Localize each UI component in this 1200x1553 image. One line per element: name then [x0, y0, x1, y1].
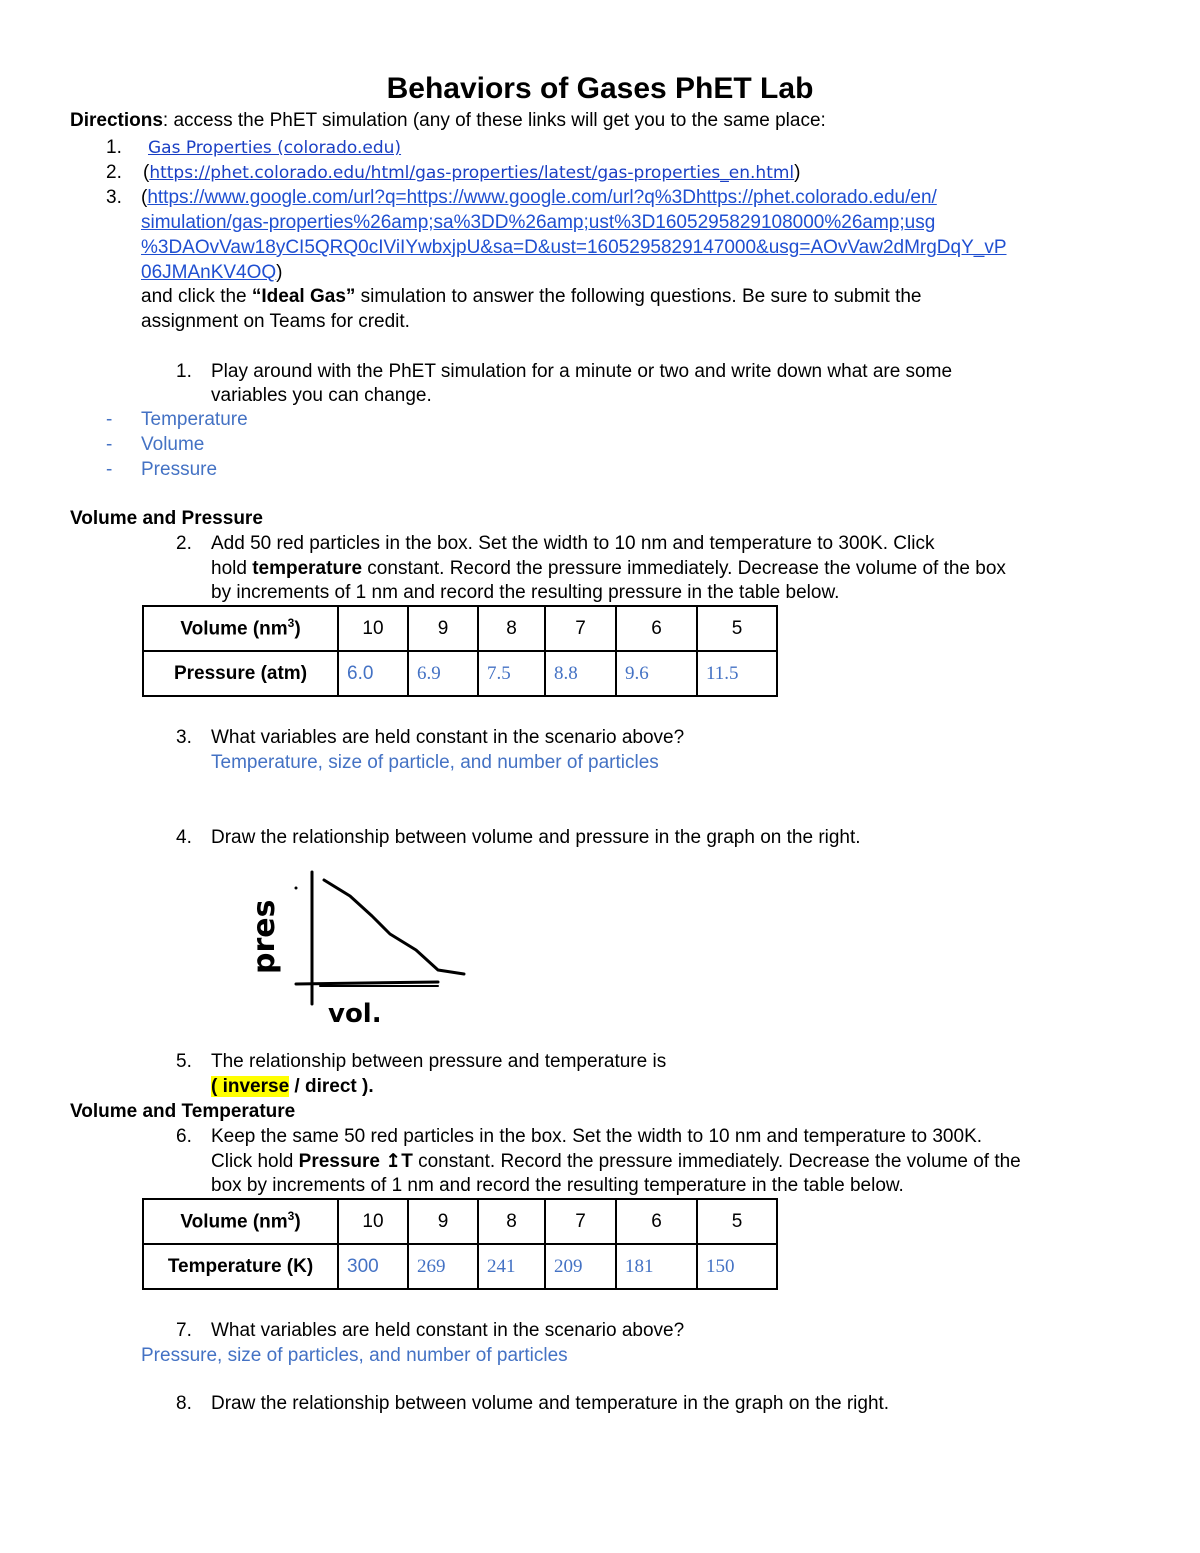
google-redirect-link-line-3[interactable]: %3DAOvVaw18yCI5QRQ0cIViIYwbxjpU&sa=D&ust=1605295829147000&usg=AOvVaw2dMrgDqY_vP [141, 237, 1007, 258]
directions-label: Directions [70, 110, 163, 131]
temperature-cell: 209 [545, 1244, 616, 1289]
answer-temperature: Temperature [141, 409, 248, 430]
link-number: 2. [106, 162, 122, 183]
section-heading-volume-temperature: Volume and Temperature [70, 1101, 296, 1122]
volume-cell: 9 [408, 1199, 478, 1244]
pressure-cell: 9.6 [616, 651, 697, 696]
google-redirect-link-line-1[interactable]: https://www.google.com/url?q=https://www.google.com/url?q%3Dhttps://phet.colorado.edu/en/ [147, 187, 937, 208]
question-number: 1. [176, 361, 192, 382]
question-7-answer: Pressure, size of particles, and number of particles [141, 1345, 568, 1366]
sketch-x-label: vol. [328, 999, 382, 1029]
table-header-cell: Volume $(nm^3)$ [143, 606, 338, 651]
temperature-cell: 300 [338, 1244, 408, 1289]
question-6-line-3: box by increments of 1 nm and record the resulting temperature in the table below. [211, 1175, 904, 1196]
volume-cell: 5 [697, 606, 777, 651]
volume-cell: 9 [408, 606, 478, 651]
table-row [143, 606, 777, 651]
table-header-cell: Volume $(nm^3)$ [143, 1199, 338, 1244]
temperature-cell: 269 [408, 1244, 478, 1289]
volume-cell: 10 [338, 606, 408, 651]
question-number: 4. [176, 827, 192, 848]
sketch-x-axis [296, 982, 438, 984]
directions-line [70, 110, 826, 132]
answer-item: - [106, 409, 113, 430]
question-number: 8. [176, 1393, 192, 1414]
google-redirect-link-line-2[interactable]: simulation/gas-properties%26amp;sa%3DD%26amp;ust%3D1605295829108000%26amp;usg [141, 212, 936, 233]
link-item-3 [106, 187, 122, 209]
gas-properties-link[interactable]: Gas Properties (colorado.edu) [148, 138, 402, 158]
answer-item: - [106, 434, 113, 455]
question-1-line-2: variables you can change. [211, 385, 432, 406]
google-redirect-link-line-4[interactable]: 06JMAnKV4OQ [141, 262, 277, 283]
question-2-line-3: by increments of 1 nm and record the resulting pressure in the table below. [211, 582, 840, 603]
volume-pressure-sketch [220, 862, 480, 1032]
volume-cell: 7 [545, 1199, 616, 1244]
question-number: 6. [176, 1126, 192, 1147]
question-3-answer: Temperature, size of particle, and number of particles [211, 752, 659, 773]
answer-item: - [106, 459, 113, 480]
question-5-text: The relationship between pressure and temperature is [211, 1051, 667, 1072]
pressure-cell: 11.5 [697, 651, 777, 696]
pressure-cell: 8.8 [545, 651, 616, 696]
table-row [143, 1244, 777, 1289]
question-8-text: Draw the relationship between volume and temperature in the graph on the right. [211, 1393, 890, 1414]
choice-direct: / direct ). [289, 1076, 374, 1097]
section-heading-volume-pressure: Volume and Pressure [70, 508, 263, 529]
question-5-choices: ( inverse / direct ). [211, 1076, 374, 1097]
question-6-line-1: Keep the same 50 red particles in the box. Set the width to 10 nm and temperature to 300K. [211, 1126, 983, 1147]
temperature-table [142, 1198, 778, 1290]
volume-cell: 5 [697, 1199, 777, 1244]
ideal-gas-label: “Ideal Gas” [251, 286, 356, 307]
volume-cell: 10 [338, 1199, 408, 1244]
pressure-cell: 7.5 [478, 651, 545, 696]
question-number: 7. [176, 1320, 192, 1341]
question-1-line-1: Play around with the PhET simulation for a minute or two and write down what are some [211, 361, 953, 382]
pressure-table [142, 605, 778, 697]
paren-close: ) [794, 162, 801, 183]
question-6-line-2: Click hold Pressure ↥T constant. Record the pressure immediately. Decrease the volume of the [211, 1151, 1021, 1172]
table-row [143, 1199, 777, 1244]
volume-cell: 8 [478, 606, 545, 651]
submit-instruction: assignment on Teams for credit. [141, 311, 410, 332]
volume-cell: 6 [616, 1199, 697, 1244]
volume-cell: 8 [478, 1199, 545, 1244]
question-2-line-1: Add 50 red particles in the box. Set the width to 10 nm and temperature to 300K. Click [211, 533, 935, 554]
pressure-cell: 6.0 [338, 651, 408, 696]
paren-open: ( [143, 162, 150, 183]
question-number: 2. [176, 533, 192, 554]
table-header-cell: Pressure (atm) [143, 651, 338, 696]
page-title: Behaviors of Gases PhET Lab [386, 72, 814, 105]
sketch-y-label: pres [247, 899, 282, 974]
temperature-cell: 150 [697, 1244, 777, 1289]
question-7-text: What variables are held constant in the scenario above? [211, 1320, 685, 1341]
question-3-text: What variables are held constant in the scenario above? [211, 727, 685, 748]
question-4-text: Draw the relationship between volume and pressure in the graph on the right. [211, 827, 861, 848]
question-number: 5. [176, 1051, 192, 1072]
link-number: 3. [106, 187, 122, 208]
question-2-line-2: hold temperature constant. Record the pressure immediately. Decrease the volume of the box [211, 558, 1006, 579]
temperature-cell: 241 [478, 1244, 545, 1289]
link-item-2 [106, 162, 122, 184]
ideal-gas-instruction: and click the “Ideal Gas” simulation to answer the following questions. Be sure to submit the [141, 286, 922, 307]
answer-volume: Volume [141, 434, 205, 455]
phet-direct-link[interactable]: https://phet.colorado.edu/html/gas-properties/latest/gas-properties_en.html [149, 163, 795, 183]
question-number: 3. [176, 727, 192, 748]
answer-pressure: Pressure [141, 459, 218, 480]
temperature-cell: 181 [616, 1244, 697, 1289]
table-row [143, 651, 777, 696]
sketch-curve [324, 880, 464, 974]
volume-cell: 6 [616, 606, 697, 651]
table-header-cell: Temperature (K) [143, 1244, 338, 1289]
directions-text: : access the PhET simulation (any of these links will get you to the same place: [162, 110, 826, 131]
link-item-1 [106, 137, 122, 159]
pressure-cell: 6.9 [408, 651, 478, 696]
choice-inverse: inverse [222, 1076, 290, 1097]
link-number: 1. [106, 137, 122, 158]
volume-cell: 7 [545, 606, 616, 651]
